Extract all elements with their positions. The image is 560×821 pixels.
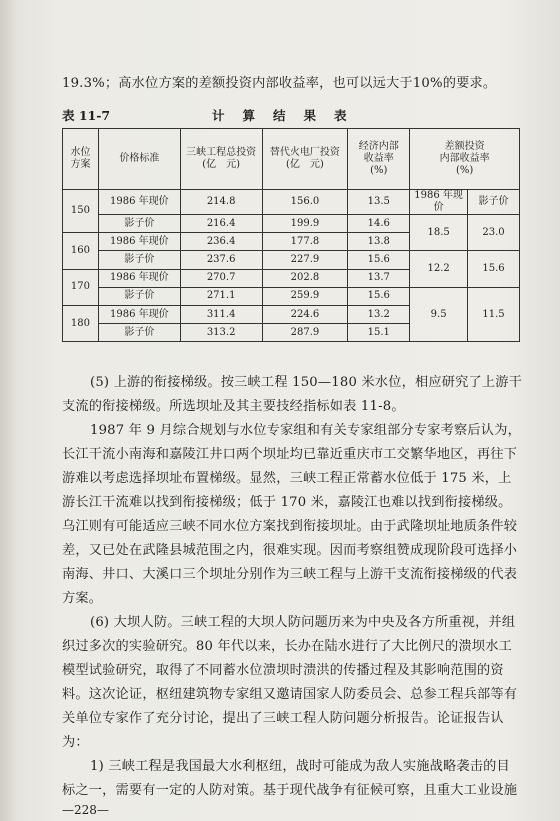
- text-line: 1987 年 9 月综合规划与水位专家组和有关专家组部分专家考察后认为，: [90, 423, 521, 438]
- cell-thermal: 227.9: [262, 251, 348, 269]
- text-line: 长江干流小南海和嘉陵江井口两个坝址均已靠近重庆市工交繁华地区，再往下: [62, 447, 518, 462]
- text-line: 料。这次论证，枢纽建筑物专家组又邀请国家人防委员会、总参工程兵部等有: [62, 687, 518, 702]
- cell-invest: 214.8: [180, 190, 262, 215]
- cell-level: 160: [63, 233, 99, 269]
- header-thermal: 替代火电厂投资 (亿 元): [262, 129, 348, 190]
- cell-invest: 311.4: [180, 305, 262, 323]
- table-number: 表 11-7: [62, 108, 111, 123]
- cell-invest: 216.4: [180, 215, 262, 233]
- cell-level: 170: [63, 269, 99, 305]
- cell-thermal: 259.9: [262, 287, 348, 305]
- table-row: [63, 287, 520, 305]
- text-line: 关单位专家作了充分讨论，提出了三峡工程人防问题分析报告。论证报告认: [62, 711, 504, 726]
- cell-level: 150: [63, 190, 99, 233]
- cell-diff-shadow: 23.0: [468, 215, 520, 251]
- results-table: [62, 128, 520, 342]
- text-line: 标之一，需要有一定的人防对策。基于现代战争有征候可察，且重大工业设施: [62, 783, 518, 798]
- cell-price: 影子价: [98, 287, 180, 305]
- text-line: 模型试验研究，取得了不同蓄水位溃坝时溃洪的传播过程及其影响范围的资: [62, 663, 504, 678]
- cell-thermal: 156.0: [262, 190, 348, 215]
- cell-irr: 13.2: [348, 305, 410, 323]
- cell-thermal: 177.8: [262, 233, 348, 251]
- text-line: (5) 上游的衔接梯级。按三峡工程 150—180 米水位，相应研究了上游干: [90, 375, 523, 390]
- cell-invest: 237.6: [180, 251, 262, 269]
- cell-irr: 14.6: [348, 215, 410, 233]
- cell-price: 影子价: [98, 215, 180, 233]
- cell-irr: 15.6: [348, 287, 410, 305]
- subheader-diff-shadow: 影子价: [468, 190, 520, 215]
- page-number: —228—: [62, 803, 109, 817]
- text-line: 织过多次的实验研究。80 年代以来，长办在陆水进行了大比例尺的溃坝水工: [62, 639, 512, 654]
- text-line: 支流的衔接梯级。所选坝址及其主要技经指标如表 11-8。: [62, 399, 405, 414]
- cell-level: 180: [63, 305, 99, 341]
- cell-diff-shadow: 15.6: [468, 251, 520, 287]
- cell-price: 影子价: [98, 251, 180, 269]
- cell-price: 1986 年现价: [98, 190, 180, 215]
- header-invest: 三峡工程总投资 (亿 元): [180, 129, 262, 190]
- text-line: 南海、井口、大溪口三个坝址分别作为三峡工程与上游干支流衔接梯级的代表: [62, 567, 518, 582]
- subheader-diff-1986: 1986 年现价: [410, 190, 468, 215]
- cell-diff-1986: 9.5: [410, 287, 468, 342]
- cell-price: 1986 年现价: [98, 305, 180, 323]
- cell-irr: 15.1: [348, 324, 410, 342]
- text-line: 游长江干流难以找到衔接梯级；低于 170 米，嘉陵江也难以找到衔接梯级。: [62, 495, 512, 510]
- cell-diff-shadow: 11.5: [468, 287, 520, 342]
- header-irr: 经济内部 收益率 (%): [348, 129, 410, 190]
- table-row: [63, 251, 520, 269]
- cell-invest: 271.1: [180, 287, 262, 305]
- cell-irr: 13.8: [348, 233, 410, 251]
- header-level: 水位 方案: [63, 129, 99, 190]
- text-line: 乌江则有可能适应三峡不同水位方案找到衔接坝址。由于武隆坝址地质条件较: [62, 519, 518, 534]
- cell-irr: 13.5: [348, 190, 410, 215]
- cell-invest: 236.4: [180, 233, 262, 251]
- cell-invest: 270.7: [180, 269, 262, 287]
- table-row: [63, 190, 520, 215]
- cell-thermal: 287.9: [262, 324, 348, 342]
- header-diff: 差额投资 内部收益率 (%): [410, 129, 520, 190]
- cell-diff-1986: 12.2: [410, 251, 468, 287]
- cell-price: 影子价: [98, 324, 180, 342]
- cell-price: 1986 年现价: [98, 233, 180, 251]
- text-line: 19.3%；高水位方案的差额投资内部收益率，也可以远大于10%的要求。: [62, 76, 497, 91]
- text-line: 方案。: [62, 591, 103, 606]
- header-price: 价格标准: [98, 129, 180, 190]
- table-title: 计算结果表: [212, 108, 365, 123]
- text-line: (6) 大坝人防。三峡工程的大坝人防问题历来为中央及各方所重视，并组: [90, 615, 516, 630]
- text-line: 为：: [62, 735, 89, 750]
- cell-diff-1986: 18.5: [410, 215, 468, 251]
- cell-thermal: 202.8: [262, 269, 348, 287]
- table-row: [63, 215, 520, 233]
- cell-price: 1986 年现价: [98, 269, 180, 287]
- text-line: 差，又已处在武隆县城范围之内，很难实现。因而考察组赞成现阶段可选择小: [62, 543, 518, 558]
- cell-invest: 313.2: [180, 324, 262, 342]
- cell-irr: 13.7: [348, 269, 410, 287]
- table-caption: [62, 106, 522, 124]
- cell-irr: 15.6: [348, 251, 410, 269]
- text-line: 游难以考虑选择坝址布置梯级。显然，三峡工程正常蓄水位低于 175 米，上: [62, 471, 512, 486]
- cell-thermal: 224.6: [262, 305, 348, 323]
- cell-thermal: 199.9: [262, 215, 348, 233]
- text-line: 1) 三峡工程是我国最大水利枢纽，战时可能成为敌人实施战略袭击的目: [90, 759, 510, 774]
